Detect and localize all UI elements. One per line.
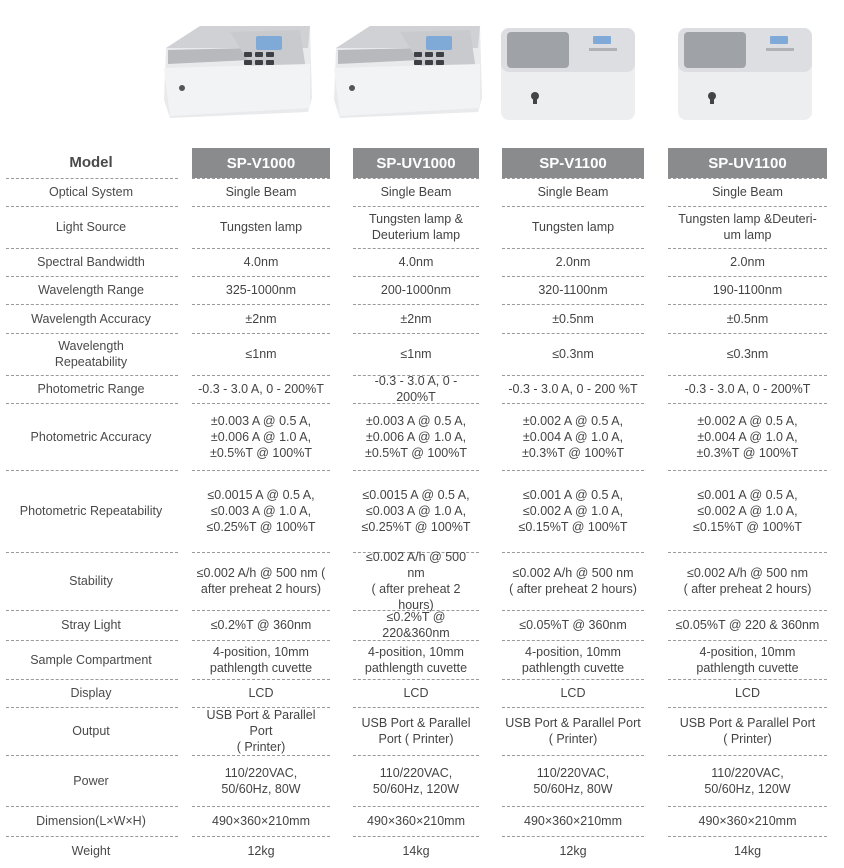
spec-value: ±0.003 A @ 0.5 A, ±0.006 A @ 1.0 A, ±0.5%T @ 100%T [364, 413, 467, 460]
spec-label: Sample Compartment [30, 652, 152, 667]
spec-value: USB Port & Parallel Port ( Printer) [679, 716, 816, 746]
spec-row [0, 276, 844, 304]
spec-label: Optical System [48, 185, 134, 199]
spec-row [0, 640, 844, 679]
spec-value: 490×360×210mm [212, 814, 310, 828]
spec-row [0, 206, 844, 248]
spec-value: 4-position, 10mm pathlength cuvette [364, 644, 468, 675]
spec-value: Tungsten lamp [219, 220, 303, 234]
spec-value: Tungsten lamp [531, 220, 615, 234]
spec-label: Output [72, 724, 110, 738]
product-image-sp-uv1100 [672, 8, 822, 128]
spec-value: LCD [560, 686, 586, 700]
spec-row [0, 333, 844, 375]
spec-row [0, 375, 844, 403]
spec-label: Stability [69, 574, 113, 588]
spec-value: ±0.5nm [726, 311, 769, 326]
spec-label: Power [73, 773, 109, 788]
spec-value: 110/220VAC, 50/60Hz, 120W [372, 765, 460, 796]
spec-label: Photometric Range [37, 382, 145, 396]
spec-value: 4-position, 10mm pathlength cuvette [521, 644, 625, 675]
spec-value: 110/220VAC, 50/60Hz, 80W [221, 765, 301, 796]
spec-value: Tungsten lamp &Deuteri- um lamp [678, 212, 817, 242]
spec-label: Wavelength Range [38, 283, 144, 297]
spec-row [0, 470, 844, 552]
spec-row [0, 304, 844, 333]
spec-value: ±2nm [245, 311, 277, 326]
spec-value: -0.3 - 3.0 A, 0 - 200%T [374, 374, 458, 404]
spec-value: ≤0.2%T @ 360nm [210, 618, 312, 632]
spec-value: ≤0.001 A @ 0.5 A, ≤0.002 A @ 1.0 A, ≤0.15%T @ 100%T [518, 488, 628, 534]
spec-value: 320-1100nm [538, 283, 608, 297]
spec-value: ±2nm [400, 311, 432, 326]
spec-row [0, 610, 844, 640]
spec-value: 14kg [402, 844, 430, 858]
spec-value: Single Beam [225, 185, 297, 199]
spec-value: 12kg [559, 844, 587, 858]
spec-value: 490×360×210mm [524, 814, 622, 828]
spec-label: Light Source [55, 220, 127, 234]
spec-row [0, 248, 844, 276]
spec-label: Photometric Repeatability [19, 504, 163, 518]
spec-label: Spectral Bandwidth [37, 255, 145, 269]
model-header-4: SP-UV1100 [668, 148, 827, 178]
spec-value: Single Beam [537, 185, 609, 199]
spec-value: Single Beam [712, 185, 783, 199]
spec-value: ±0.5nm [552, 311, 594, 326]
spec-value: ≤0.002 A/h @ 500 nm ( after preheat 2 hours) [365, 550, 467, 612]
product-image-sp-v1000 [160, 8, 320, 128]
model-header-2: SP-UV1000 [353, 148, 479, 178]
spec-value: 2.0nm [730, 255, 765, 269]
spec-row [0, 178, 844, 206]
model-label: Model [69, 154, 113, 171]
spec-value: USB Port & Parallel Port ( Printer) [505, 716, 641, 746]
spec-value: 110/220VAC, 50/60Hz, 80W [533, 765, 613, 796]
spec-row [0, 403, 844, 470]
spec-value: -0.3 - 3.0 A, 0 - 200%T [198, 382, 324, 396]
spec-value: LCD [248, 686, 274, 700]
spec-value: ≤0.0015 A @ 0.5 A, ≤0.003 A @ 1.0 A, ≤0.25%T @ 100%T [361, 488, 471, 534]
spec-value: USB Port & Parallel Port ( Printer) [206, 708, 316, 754]
product-images [0, 0, 844, 140]
spec-value: ≤0.3nm [552, 347, 594, 361]
spec-value: Single Beam [380, 185, 452, 199]
product-image-sp-v1100 [495, 8, 645, 128]
spec-label: Stray Light [61, 618, 121, 632]
spec-value: ≤1nm [245, 347, 277, 361]
spec-row [0, 679, 844, 707]
spec-value: 490×360×210mm [698, 814, 797, 828]
spec-value: 110/220VAC, 50/60Hz, 120W [704, 765, 791, 796]
spec-row [0, 552, 844, 610]
model-header-3: SP-V1100 [502, 148, 644, 178]
spec-row [0, 836, 844, 866]
model-header-1: SP-V1000 [192, 148, 330, 178]
spec-value: 12kg [247, 844, 275, 858]
spec-value: ≤0.2%T @ 220&360nm [382, 610, 450, 640]
spec-value: 4.0nm [243, 255, 279, 269]
spec-value: 14kg [733, 844, 762, 858]
spec-value: -0.3 - 3.0 A, 0 - 200%T [684, 382, 811, 396]
spec-value: 200-1000nm [380, 283, 452, 297]
spec-value: ≤0.05%T @ 220 & 360nm [675, 618, 820, 632]
spec-value: 490×360×210mm [367, 814, 465, 828]
spec-value: LCD [403, 686, 429, 700]
spec-value: ≤0.05%T @ 360nm [519, 618, 627, 632]
spec-row [0, 806, 844, 836]
spec-value: 325-1000nm [225, 283, 297, 297]
spec-value: 190-1100nm [712, 283, 783, 297]
spec-value: Tungsten lamp & Deuterium lamp [368, 212, 464, 242]
spec-value: 4.0nm [398, 255, 434, 269]
spec-value: ≤1nm [400, 347, 432, 361]
spec-value: ±0.002 A @ 0.5 A, ±0.004 A @ 1.0 A, ±0.3%T @ 100%T [696, 413, 799, 460]
spec-value: -0.3 - 3.0 A, 0 - 200 %T [508, 382, 638, 396]
spec-value: ≤0.001 A @ 0.5 A, ≤0.002 A @ 1.0 A, ≤0.15%T @ 100%T [693, 488, 802, 534]
spec-value: LCD [734, 686, 760, 700]
spec-label: Photometric Accuracy [30, 429, 152, 444]
spec-row [0, 707, 844, 755]
spec-row [0, 755, 844, 806]
spec-value: ±0.003 A @ 0.5 A, ±0.006 A @ 1.0 A, ±0.5%T @ 100%T [209, 413, 312, 460]
spec-label: Wavelength Accuracy [31, 311, 151, 326]
spec-value: ≤0.002 A/h @ 500 nm ( after preheat 2 hours) [196, 566, 326, 596]
spec-label: Dimension(L×W×H) [36, 814, 146, 828]
product-image-sp-uv1000 [330, 8, 490, 128]
spec-value: USB Port & Parallel Port ( Printer) [361, 716, 471, 746]
spec-value: ≤0.3nm [726, 347, 769, 361]
spec-value: 4-position, 10mm pathlength cuvette [696, 644, 799, 675]
spec-value: ≤0.0015 A @ 0.5 A, ≤0.003 A @ 1.0 A, ≤0.25%T @ 100%T [206, 488, 316, 534]
spec-label: Display [70, 686, 112, 700]
spec-value: ±0.002 A @ 0.5 A, ±0.004 A @ 1.0 A, ±0.3%T @ 100%T [521, 413, 624, 460]
spec-value: ≤0.002 A/h @ 500 nm ( after preheat 2 hours) [683, 566, 812, 596]
spec-label: Wavelength Repeatability [54, 339, 128, 369]
spec-value: 4-position, 10mm pathlength cuvette [209, 644, 313, 675]
spec-label: Weight [71, 844, 111, 858]
spec-value: ≤0.002 A/h @ 500 nm ( after preheat 2 hours) [509, 566, 637, 596]
spec-value: 2.0nm [555, 255, 591, 269]
